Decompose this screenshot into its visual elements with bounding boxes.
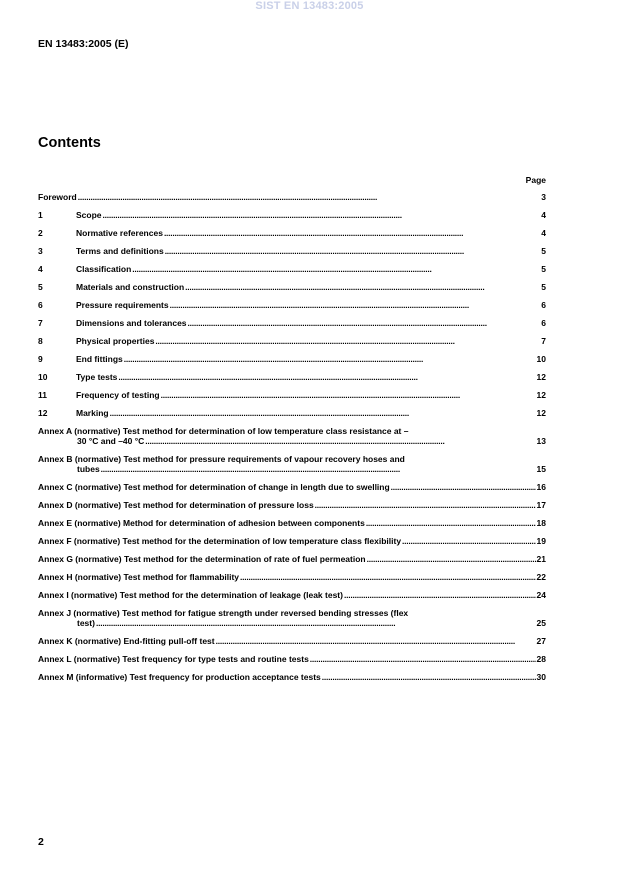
- toc-entry-number: 9: [38, 354, 43, 364]
- dot-leader: [103, 210, 541, 220]
- page-column-label: Page: [525, 175, 546, 185]
- contents-title: Contents: [38, 135, 101, 151]
- dot-leader: [366, 518, 536, 528]
- toc-entry-label: Physical properties: [76, 336, 155, 346]
- toc-entry-label: Normative references: [76, 228, 163, 238]
- toc-entry-label: Annex K (normative) End-fitting pull-off test: [38, 636, 215, 646]
- toc-entry-materials-and-construction[interactable]: [38, 282, 546, 292]
- toc-entry-page: 17: [536, 500, 546, 510]
- toc-entry-label: Pressure requirements: [76, 300, 169, 310]
- toc-entry-page: 5: [541, 246, 546, 256]
- toc-entry-page: 7: [541, 336, 546, 346]
- toc-entry-page: 15: [536, 464, 546, 474]
- toc-entry-label: Scope: [76, 210, 102, 220]
- toc-entry-label: Annex H (normative) Test method for flammability: [38, 572, 240, 582]
- dot-leader: [344, 590, 536, 600]
- toc-entry-annex-b[interactable]: [38, 454, 546, 474]
- toc-entry-dimensions-and-tolerances[interactable]: [38, 318, 546, 328]
- toc-entry-physical-properties[interactable]: [38, 336, 546, 346]
- toc-entry-label-continuation: test): [77, 618, 95, 628]
- toc-entry-annex-d[interactable]: [38, 500, 546, 510]
- toc-entry-label: Annex E (normative) Method for determination of adhesion between components: [38, 518, 365, 528]
- toc-entry-page: 27: [536, 636, 546, 646]
- toc-entry-page: 6: [541, 300, 546, 310]
- dot-leader: [188, 318, 541, 328]
- toc-entry-number: 12: [38, 408, 48, 418]
- toc-entry-label: Annex D (normative) Test method for determination of pressure loss: [38, 500, 314, 510]
- toc-entry-label: Marking: [76, 408, 109, 418]
- toc-entry-number: 2: [38, 228, 43, 238]
- toc-entry-page: 4: [541, 228, 546, 238]
- toc-entry-number: 7: [38, 318, 43, 328]
- toc-entry-normative-references[interactable]: [38, 228, 546, 238]
- toc-entry-page: 21: [536, 554, 546, 564]
- toc-entry-annex-a[interactable]: [38, 426, 546, 446]
- dot-leader: [118, 372, 535, 382]
- toc-entry-page: 13: [536, 436, 546, 446]
- toc-entry-page: 16: [536, 482, 546, 492]
- toc-entry-number: 5: [38, 282, 43, 292]
- toc-entry-label: Classification: [76, 264, 132, 274]
- toc-entry-number: 10: [38, 372, 48, 382]
- toc-entry-page: 4: [541, 210, 546, 220]
- toc-entry-label: Annex L (normative) Test frequency for type tests and routine tests: [38, 654, 309, 664]
- toc-entry-page: 24: [536, 590, 546, 600]
- toc-entry-type-tests[interactable]: [38, 372, 546, 382]
- toc-entry-label: Foreword: [38, 192, 77, 202]
- dot-leader: [391, 482, 536, 492]
- toc-entry-page: 25: [536, 618, 546, 628]
- page-number: 2: [38, 836, 44, 848]
- dot-leader: [155, 336, 540, 346]
- toc-entry-number: 3: [38, 246, 43, 256]
- toc-entry-page: 18: [536, 518, 546, 528]
- toc-entry-page: 3: [541, 192, 546, 202]
- toc-entry-label: Annex J (normative) Test method for fatigue strength under reversed bending stresses (flex: [38, 608, 409, 618]
- dot-leader: [367, 554, 536, 564]
- dot-leader: [78, 192, 541, 202]
- toc-entry-page: 28: [536, 654, 546, 664]
- dot-leader: [322, 672, 536, 682]
- watermark: SIST EN 13483:2005: [255, 0, 364, 12]
- dot-leader: [170, 300, 541, 310]
- toc-entry-annex-f[interactable]: [38, 536, 546, 546]
- document-id: EN 13483:2005 (E): [38, 38, 129, 50]
- toc-entry-page: 6: [541, 318, 546, 328]
- toc-entry-number: 6: [38, 300, 43, 310]
- toc-entry-label-continuation: tubes: [77, 464, 100, 474]
- dot-leader: [145, 436, 535, 446]
- toc-entry-annex-j[interactable]: [38, 608, 546, 628]
- dot-leader: [240, 572, 535, 582]
- dot-leader: [185, 282, 540, 292]
- toc-entry-number: 1: [38, 210, 43, 220]
- toc-entry-annex-c[interactable]: [38, 482, 546, 492]
- dot-leader: [402, 536, 535, 546]
- table-of-contents: [38, 192, 546, 690]
- toc-entry-page: 5: [541, 264, 546, 274]
- toc-entry-label: Annex C (normative) Test method for determination of change in length due to swelling: [38, 482, 390, 492]
- toc-entry-number: 4: [38, 264, 43, 274]
- dot-leader: [110, 408, 536, 418]
- toc-entry-annex-g[interactable]: [38, 554, 546, 564]
- toc-entry-pressure-requirements[interactable]: [38, 300, 546, 310]
- toc-entry-annex-e[interactable]: [38, 518, 546, 528]
- dot-leader: [165, 246, 541, 256]
- dot-leader: [96, 618, 536, 628]
- toc-entry-annex-h[interactable]: [38, 572, 546, 582]
- dot-leader: [132, 264, 540, 274]
- toc-entry-classification[interactable]: [38, 264, 546, 274]
- toc-entry-label: Type tests: [76, 372, 118, 382]
- dot-leader: [124, 354, 536, 364]
- toc-entry-frequency-of-testing[interactable]: [38, 390, 546, 400]
- dot-leader: [164, 228, 540, 238]
- toc-entry-page: 12: [536, 372, 546, 382]
- toc-entry-label: Annex I (normative) Test method for the determination of leakage (leak test): [38, 590, 343, 600]
- toc-entry-page: 10: [536, 354, 546, 364]
- dot-leader: [161, 390, 536, 400]
- toc-entry-label: End fittings: [76, 354, 123, 364]
- toc-entry-label: Annex M (informative) Test frequency for production acceptance tests: [38, 672, 321, 682]
- toc-entry-page: 30: [536, 672, 546, 682]
- toc-entry-page: 19: [536, 536, 546, 546]
- toc-entry-label: Dimensions and tolerances: [76, 318, 187, 328]
- toc-entry-annex-l[interactable]: [38, 654, 546, 664]
- toc-entry-label: Materials and construction: [76, 282, 185, 292]
- toc-entry-foreword[interactable]: [38, 192, 546, 202]
- toc-entry-scope[interactable]: [38, 210, 546, 220]
- toc-entry-number: 8: [38, 336, 43, 346]
- toc-entry-page: 5: [541, 282, 546, 292]
- toc-entry-label: Annex F (normative) Test method for the determination of low temperature class flexibility: [38, 536, 402, 546]
- toc-entry-label: Terms and definitions: [76, 246, 164, 256]
- toc-entry-annex-k[interactable]: [38, 636, 546, 646]
- toc-entry-label-continuation: 30 °C and –40 °C: [77, 436, 145, 446]
- dot-leader: [101, 464, 536, 474]
- toc-entry-label: Annex B (normative) Test method for pressure requirements of vapour recovery hoses and: [38, 454, 405, 464]
- toc-entry-marking[interactable]: [38, 408, 546, 418]
- dot-leader: [216, 636, 536, 646]
- toc-entry-label: Frequency of testing: [76, 390, 160, 400]
- dot-leader: [310, 654, 536, 664]
- toc-entry-label: Annex G (normative) Test method for the determination of rate of fuel permeation: [38, 554, 366, 564]
- toc-entry-label: Annex A (normative) Test method for determination of low temperature class resistance at –: [38, 426, 409, 436]
- toc-entry-page: 22: [536, 572, 546, 582]
- toc-entry-end-fittings[interactable]: [38, 354, 546, 364]
- dot-leader: [315, 500, 536, 510]
- toc-entry-terms-and-definitions[interactable]: [38, 246, 546, 256]
- toc-entry-annex-m[interactable]: [38, 672, 546, 682]
- toc-entry-page: 12: [536, 390, 546, 400]
- toc-entry-page: 12: [536, 408, 546, 418]
- toc-entry-number: 11: [38, 390, 47, 400]
- toc-entry-annex-i[interactable]: [38, 590, 546, 600]
